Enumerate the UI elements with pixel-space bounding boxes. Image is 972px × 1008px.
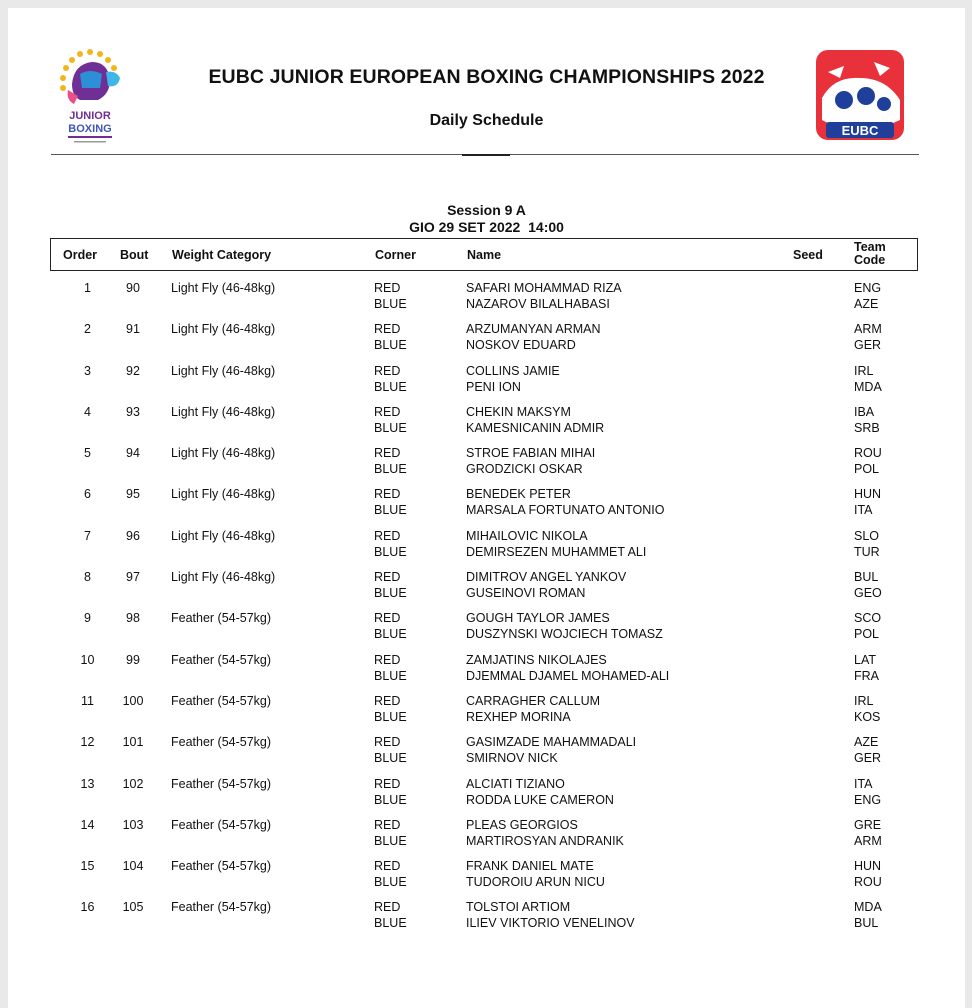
weight-category: Light Fly (46-48kg) xyxy=(171,363,276,378)
bout-list xyxy=(50,280,918,941)
weight-category: Feather (54-57kg) xyxy=(171,693,272,708)
corner-blue: BLUE xyxy=(374,379,407,394)
bout-number: 91 xyxy=(126,322,140,337)
blue-boxer-name: TUDOROIU ARUN NICU xyxy=(466,875,605,890)
red-boxer-name: GASIMZADE MAHAMMADALI xyxy=(466,735,637,750)
blue-team-code: FRA xyxy=(854,668,879,683)
blue-boxer-name: DEMIRSEZEN MUHAMMET ALI xyxy=(466,544,647,559)
corner-red: RED xyxy=(374,528,401,543)
bout-order: 2 xyxy=(84,322,91,337)
table-row xyxy=(50,817,918,858)
corner-red: RED xyxy=(374,281,401,295)
corner-red: RED xyxy=(374,693,401,708)
table-row xyxy=(50,776,918,817)
blue-team-code: MDA xyxy=(854,379,882,394)
bout-order: 7 xyxy=(84,528,91,543)
corner-red: RED xyxy=(374,404,401,419)
corner-blue: BLUE xyxy=(374,627,407,642)
table-row xyxy=(50,569,918,610)
header-bout: Bout xyxy=(120,248,149,262)
red-team-code: LAT xyxy=(854,652,876,667)
corner-blue: BLUE xyxy=(374,916,407,931)
bout-number: 90 xyxy=(126,281,140,295)
corner-blue: BLUE xyxy=(374,462,407,477)
bout-number: 99 xyxy=(126,652,140,667)
bout-order: 15 xyxy=(80,859,95,874)
red-boxer-name: ZAMJATINS NIKOLAJES xyxy=(466,652,607,667)
blue-team-code: ITA xyxy=(854,503,873,518)
header-divider-accent xyxy=(462,154,510,156)
corner-red: RED xyxy=(374,611,401,626)
bout-number: 103 xyxy=(122,817,144,832)
red-boxer-name: PLEAS GEORGIOS xyxy=(466,817,578,832)
corner-blue: BLUE xyxy=(374,751,407,766)
session-name: Session 9 A xyxy=(447,202,526,218)
red-team-code: HUN xyxy=(854,487,882,502)
svg-text:BOXING: BOXING xyxy=(68,123,112,135)
red-boxer-name: GOUGH TAYLOR JAMES xyxy=(466,611,610,626)
red-boxer-name: TOLSTOI ARTIOM xyxy=(466,900,571,915)
session-heading xyxy=(8,202,965,236)
corner-blue: BLUE xyxy=(374,792,407,807)
blue-boxer-name: ILIEV VIKTORIO VENELINOV xyxy=(466,916,635,931)
red-team-code: ITA xyxy=(854,776,873,791)
red-boxer-name: CARRAGHER CALLUM xyxy=(466,693,601,708)
bout-order: 14 xyxy=(80,817,95,832)
corner-blue: BLUE xyxy=(374,709,407,724)
bout-order: 11 xyxy=(81,693,94,708)
bout-order: 3 xyxy=(84,363,91,378)
table-row xyxy=(50,445,918,486)
weight-category: Light Fly (46-48kg) xyxy=(171,570,276,585)
weight-category: Light Fly (46-48kg) xyxy=(171,281,276,295)
weight-category: Light Fly (46-48kg) xyxy=(171,404,276,419)
header-order: Order xyxy=(63,248,98,262)
weight-category: Feather (54-57kg) xyxy=(171,817,272,832)
table-row xyxy=(50,734,918,775)
bout-number: 101 xyxy=(122,735,144,750)
red-boxer-name: COLLINS JAMIE xyxy=(466,363,560,378)
red-boxer-name: BENEDEK PETER xyxy=(466,487,571,502)
header-team-code xyxy=(854,241,894,267)
corner-blue: BLUE xyxy=(374,586,407,601)
blue-boxer-name: MARSALA FORTUNATO ANTONIO xyxy=(466,503,665,518)
blue-boxer-name: NAZAROV BILALHABASI xyxy=(466,297,610,311)
corner-red: RED xyxy=(374,859,401,874)
blue-boxer-name: GUSEINOVI ROMAN xyxy=(466,586,586,601)
blue-team-code: GEO xyxy=(854,586,882,601)
corner-blue: BLUE xyxy=(374,668,407,683)
blue-team-code: TUR xyxy=(854,544,880,559)
weight-category: Feather (54-57kg) xyxy=(171,859,272,874)
bout-number: 95 xyxy=(126,487,140,502)
bout-order: 9 xyxy=(84,611,91,626)
corner-blue: BLUE xyxy=(374,503,407,518)
bout-number: 94 xyxy=(126,446,140,461)
red-boxer-name: CHEKIN MAKSYM xyxy=(466,404,571,419)
bout-order: 13 xyxy=(80,776,95,791)
bout-number: 92 xyxy=(126,363,140,378)
red-team-code: IBA xyxy=(854,404,875,419)
corner-blue: BLUE xyxy=(374,875,407,890)
blue-boxer-name: KAMESNICANIN ADMIR xyxy=(466,420,605,435)
blue-team-code: POL xyxy=(854,627,880,642)
bout-number: 100 xyxy=(122,693,144,708)
weight-category: Light Fly (46-48kg) xyxy=(171,487,276,502)
bout-order: 4 xyxy=(84,404,91,419)
blue-boxer-name: MARTIROSYAN ANDRANIK xyxy=(466,833,624,848)
blue-boxer-name: DJEMMAL DJAMEL MOHAMED-ALI xyxy=(466,668,670,683)
corner-blue: BLUE xyxy=(374,420,407,435)
red-team-code: BUL xyxy=(854,570,879,585)
corner-blue: BLUE xyxy=(374,544,407,559)
red-team-code: HUN xyxy=(854,859,882,874)
corner-blue: BLUE xyxy=(374,297,407,311)
red-team-code: ROU xyxy=(854,446,882,461)
table-header xyxy=(50,238,918,271)
red-team-code: SCO xyxy=(854,611,882,626)
table-row xyxy=(50,528,918,569)
red-team-code: MDA xyxy=(854,900,882,915)
corner-red: RED xyxy=(374,322,401,337)
table-row xyxy=(50,693,918,734)
table-row xyxy=(50,363,918,404)
blue-team-code: GER xyxy=(854,751,882,766)
header-name: Name xyxy=(467,248,502,262)
header-seed: Seed xyxy=(793,248,823,262)
blue-boxer-name: REXHEP MORINA xyxy=(466,709,571,724)
eubc-logo xyxy=(814,48,906,146)
red-boxer-name: MIHAILOVIC NIKOLA xyxy=(466,528,588,543)
blue-team-code: ROU xyxy=(854,875,882,890)
blue-boxer-name: DUSZYNSKI WOJCIECH TOMASZ xyxy=(466,627,663,642)
bout-number: 96 xyxy=(126,528,140,543)
table-row xyxy=(50,280,918,321)
schedule-page xyxy=(8,8,965,1008)
corner-red: RED xyxy=(374,776,401,791)
bout-number: 104 xyxy=(122,859,144,874)
corner-blue: BLUE xyxy=(374,833,407,848)
blue-team-code: AZE xyxy=(854,297,879,311)
bout-number: 102 xyxy=(122,776,144,791)
red-team-code: IRL xyxy=(854,693,874,708)
bout-number: 98 xyxy=(126,611,140,626)
table-row xyxy=(50,404,918,445)
header-team-line2: Code xyxy=(854,253,886,267)
blue-team-code: KOS xyxy=(854,709,881,724)
document-subtitle: Daily Schedule xyxy=(429,112,544,129)
blue-team-code: ENG xyxy=(854,792,882,807)
blue-team-code: BUL xyxy=(854,916,879,931)
blue-boxer-name: RODDA LUKE CAMERON xyxy=(466,792,614,807)
weight-category: Light Fly (46-48kg) xyxy=(171,322,276,337)
blue-boxer-name: SMIRNOV NICK xyxy=(466,751,558,766)
bout-number: 105 xyxy=(122,900,144,915)
bout-order: 10 xyxy=(80,652,95,667)
red-team-code: GRE xyxy=(854,817,882,832)
corner-red: RED xyxy=(374,900,401,915)
blue-team-code: ARM xyxy=(854,833,882,848)
table-row xyxy=(50,486,918,527)
header-weight-category: Weight Category xyxy=(172,248,272,262)
bout-order: 12 xyxy=(80,735,95,750)
table-row xyxy=(50,899,918,940)
red-boxer-name: ARZUMANYAN ARMAN xyxy=(466,322,601,337)
red-team-code: SLO xyxy=(854,528,880,543)
bout-order: 8 xyxy=(84,570,91,585)
blue-boxer-name: GRODZICKI OSKAR xyxy=(466,462,583,477)
red-boxer-name: STROE FABIAN MIHAI xyxy=(466,446,596,461)
weight-category: Feather (54-57kg) xyxy=(171,900,272,915)
table-row xyxy=(50,610,918,651)
weight-category: Light Fly (46-48kg) xyxy=(171,528,276,543)
bout-order: 1 xyxy=(84,281,91,295)
session-datetime: GIO 29 SET 2022 14:00 xyxy=(409,219,564,235)
corner-red: RED xyxy=(374,487,401,502)
red-team-code: IRL xyxy=(854,363,874,378)
red-team-code: ENG xyxy=(854,281,882,295)
blue-team-code: POL xyxy=(854,462,880,477)
corner-red: RED xyxy=(374,570,401,585)
bout-order: 5 xyxy=(84,446,91,461)
blue-team-code: GER xyxy=(854,338,882,353)
bout-number: 93 xyxy=(126,404,140,419)
junior-boxing-logo xyxy=(50,44,130,154)
header-corner: Corner xyxy=(375,248,416,262)
weight-category: Light Fly (46-48kg) xyxy=(171,446,276,461)
table-row xyxy=(50,858,918,899)
corner-red: RED xyxy=(374,363,401,378)
red-boxer-name: ALCIATI TIZIANO xyxy=(466,776,565,791)
red-boxer-name: FRANK DANIEL MATE xyxy=(466,859,594,874)
weight-category: Feather (54-57kg) xyxy=(171,652,272,667)
corner-red: RED xyxy=(374,817,401,832)
corner-blue: BLUE xyxy=(374,338,407,353)
weight-category: Feather (54-57kg) xyxy=(171,611,272,626)
svg-text:JUNIOR: JUNIOR xyxy=(69,110,111,122)
corner-red: RED xyxy=(374,652,401,667)
table-row xyxy=(50,321,918,362)
weight-category: Feather (54-57kg) xyxy=(171,776,272,791)
weight-category: Feather (54-57kg) xyxy=(171,735,272,750)
bout-order: 6 xyxy=(84,487,91,502)
blue-boxer-name: NOSKOV EDUARD xyxy=(466,338,576,353)
bout-order: 16 xyxy=(80,900,95,915)
red-team-code: AZE xyxy=(854,735,879,750)
header-team-line1: Team xyxy=(854,240,886,254)
svg-text:EUBC: EUBC xyxy=(841,123,879,138)
corner-red: RED xyxy=(374,735,401,750)
red-boxer-name: DIMITROV ANGEL YANKOV xyxy=(466,570,627,585)
red-team-code: ARM xyxy=(854,322,882,337)
document-title: EUBC JUNIOR EUROPEAN BOXING CHAMPIONSHIPS 2022 xyxy=(208,66,765,88)
corner-red: RED xyxy=(374,446,401,461)
red-boxer-name: SAFARI MOHAMMAD RIZA xyxy=(466,281,622,295)
blue-boxer-name: PENI ION xyxy=(466,379,521,394)
bout-number: 97 xyxy=(126,570,140,585)
blue-team-code: SRB xyxy=(854,420,880,435)
table-row xyxy=(50,652,918,693)
